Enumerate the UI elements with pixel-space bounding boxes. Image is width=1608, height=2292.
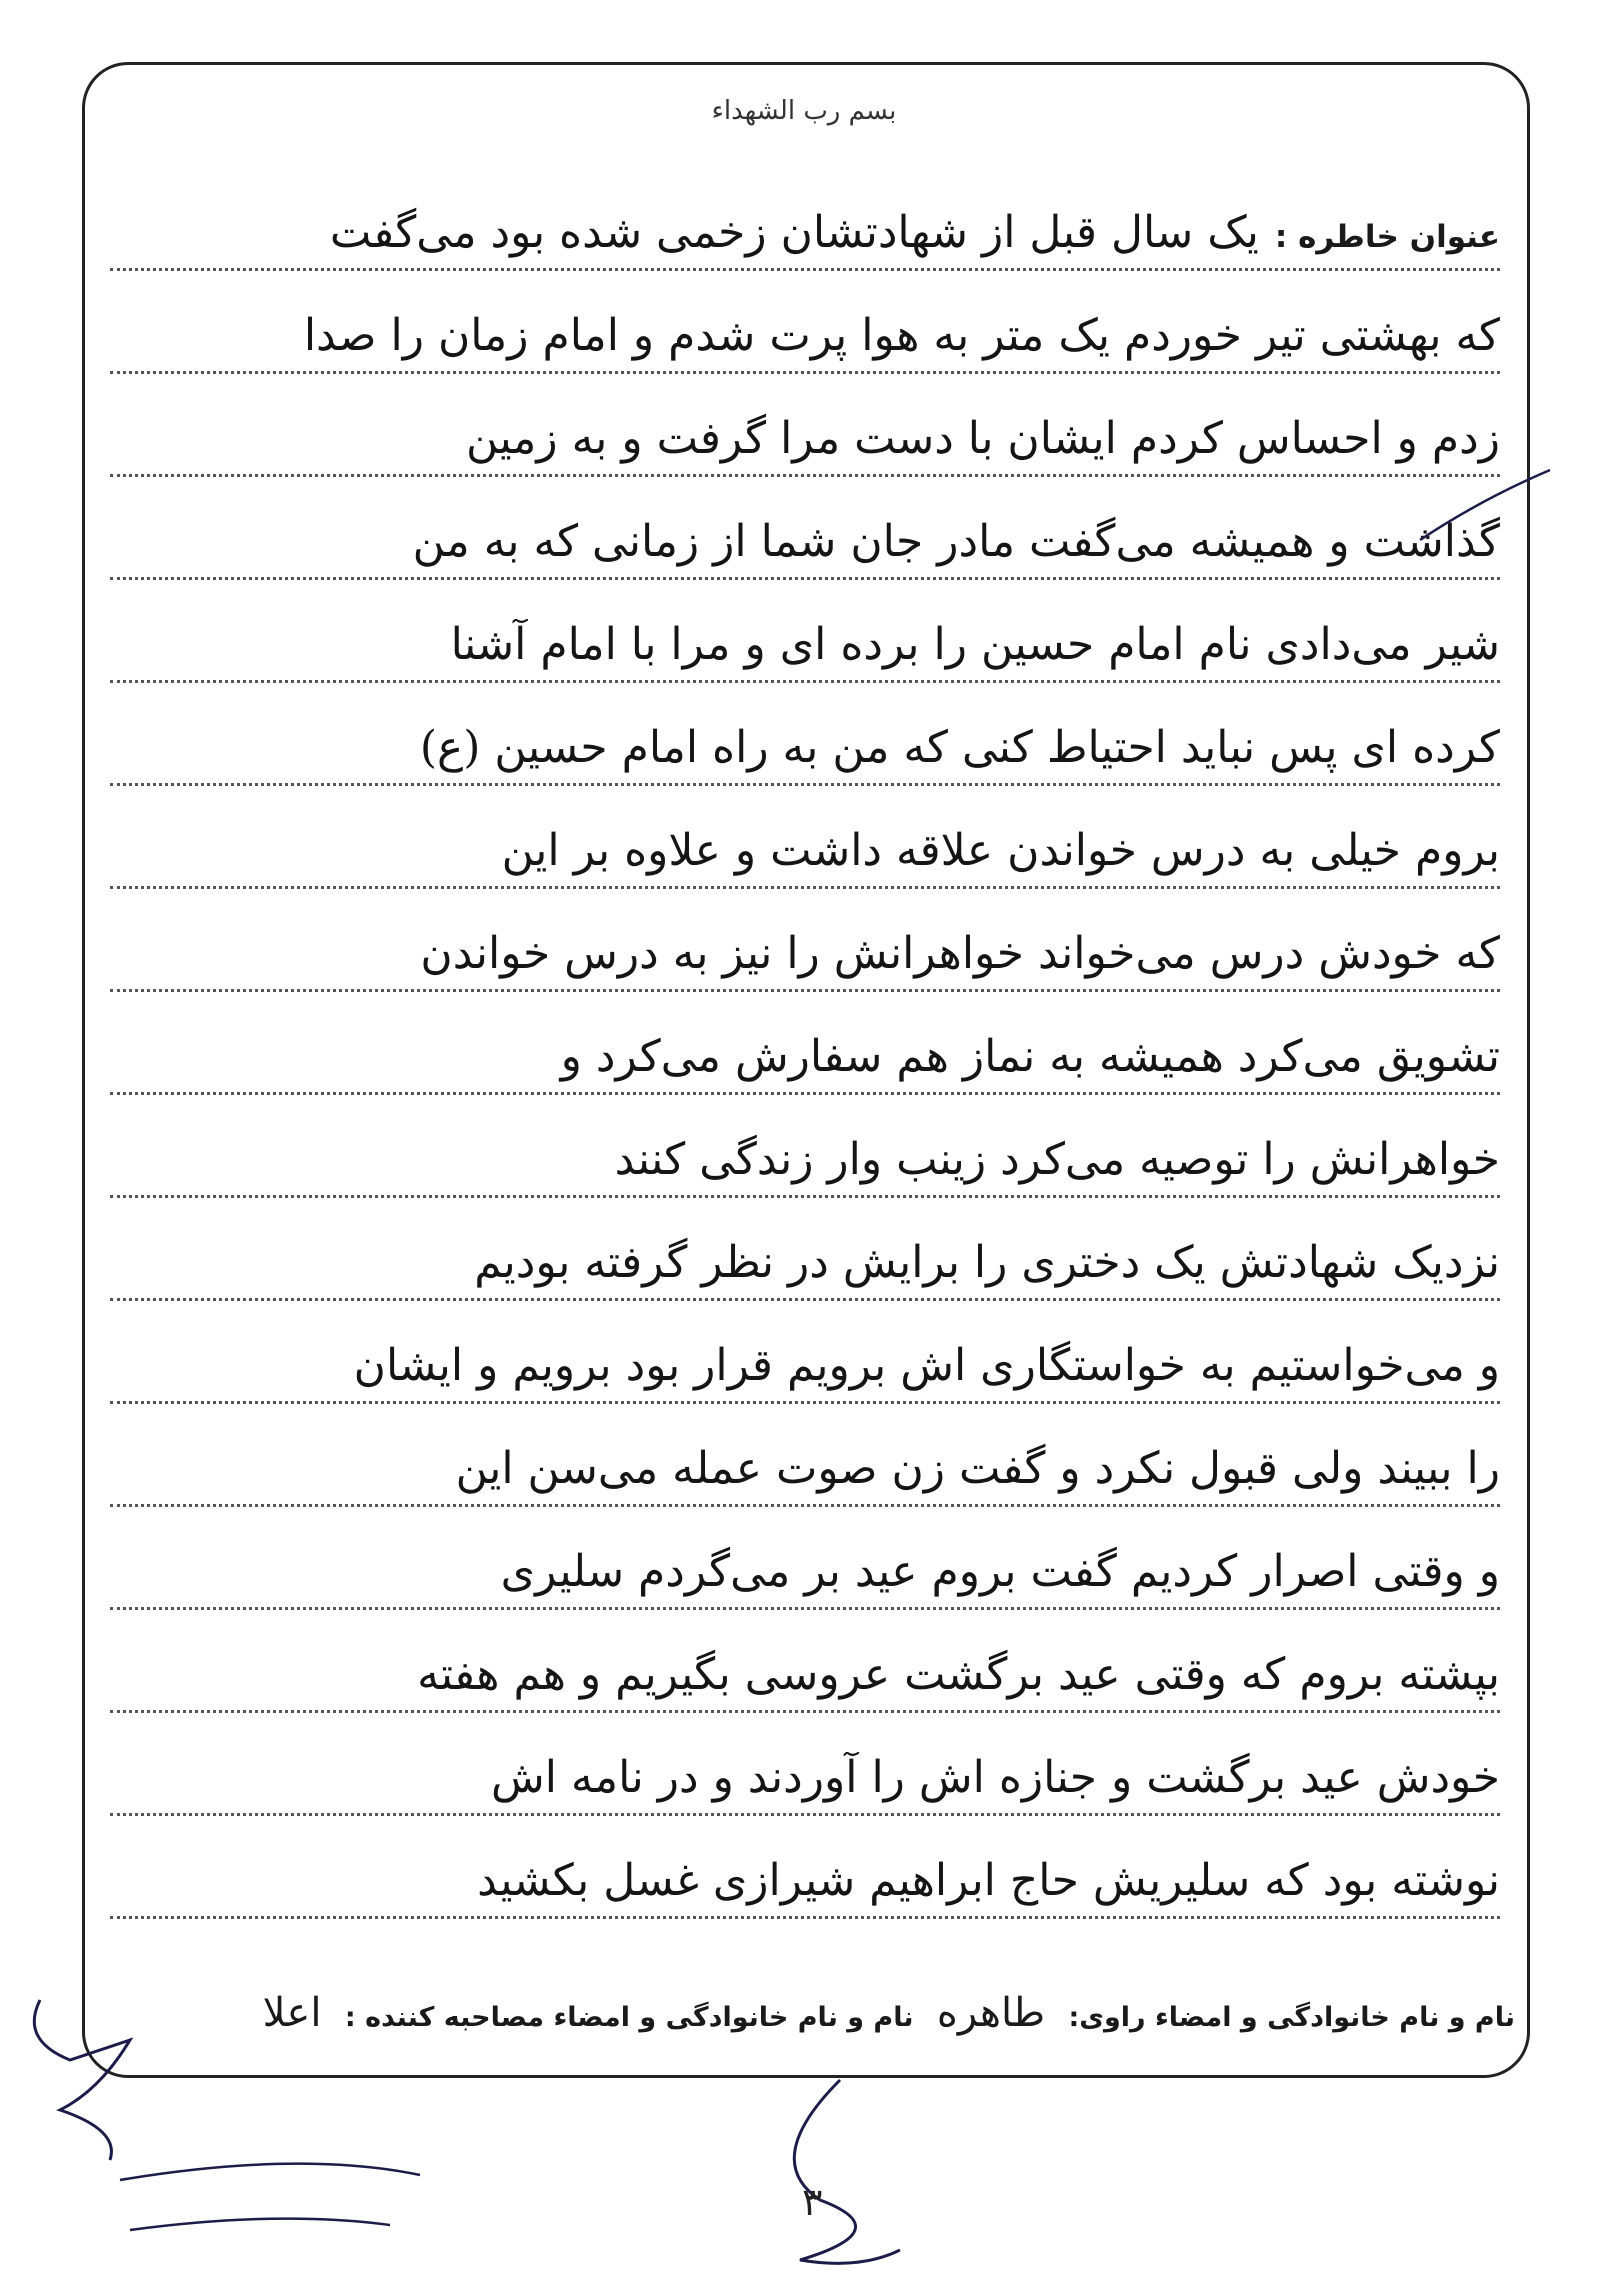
memoir-line-6: [110, 683, 1500, 786]
memoir-line-text: شیر می‌دادی نام امام حسین را برده ای و مرا با امام آشنا: [450, 619, 1500, 670]
memoir-line-8: [110, 889, 1500, 992]
memoir-line-12: [110, 1301, 1500, 1404]
memoir-line-text: و وقتی اصرار کردیم گفت بروم عید بر می‌گردم سلیری: [500, 1546, 1500, 1597]
memoir-line-text: بروم خیلی به درس خواندن علاقه داشت و علاوه بر این: [501, 825, 1500, 876]
memoir-line-text: تشویق می‌کرد همیشه به نماز هم سفارش می‌کرد و: [560, 1031, 1500, 1082]
memoir-line-text: که بهشتی تیر خوردم یک متر به هوا پرت شدم و امام زمان را صدا: [303, 310, 1500, 361]
memoir-line-text: زدم و احساس کردم ایشان با دست مرا گرفت و به زمین: [466, 413, 1500, 464]
memoir-line-1: [110, 168, 1500, 271]
memoir-line-2: [110, 271, 1500, 374]
memoir-line-15: [110, 1610, 1500, 1713]
memoir-line-text: خواهرانش را توصیه می‌کرد زینب وار زندگی کنند: [614, 1134, 1500, 1185]
memoir-line-10: [110, 1095, 1500, 1198]
narrator-signature: طاهره: [936, 1990, 1046, 2036]
narrator-label: نام و نام خانوادگی و امضاء راوی:: [1068, 2002, 1515, 2033]
memoir-line-text: نوشته بود که سلیریش حاج ابراهیم شیرازی غسل بکشید: [477, 1855, 1500, 1906]
memoir-line-14: [110, 1507, 1500, 1610]
memoir-line-4: [110, 477, 1500, 580]
memoir-line-7: [110, 786, 1500, 889]
signature-flourish-bottom: [120, 2164, 420, 2230]
memoir-line-text: که خودش درس می‌خواند خواهرانش را نیز به درس خواندن: [420, 928, 1500, 979]
memoir-title-label: عنوان خاطره :: [1274, 219, 1500, 255]
signature-row: [110, 1990, 1515, 2036]
memoir-line-17: [110, 1816, 1500, 1919]
memoir-line-13: [110, 1404, 1500, 1507]
memoir-line-text: و می‌خواستیم به خواستگاری اش برویم قرار بود برویم و ایشان: [353, 1340, 1500, 1391]
memoir-line-5: [110, 580, 1500, 683]
interviewer-signature: اعلا: [262, 1990, 322, 2036]
memoir-line-text: نزدیک شهادتش یک دختری را برایش در نظر گرفته بودیم: [474, 1237, 1500, 1288]
memoir-line-text: خودش عید برگشت و جنازه اش را آوردند و در نامه اش: [491, 1752, 1500, 1803]
interviewer-label: نام و نام خانوادگی و امضاء مصاحبه کننده :: [344, 2002, 914, 2033]
memoir-line-11: [110, 1198, 1500, 1301]
memoir-line-text: کرده ای پس نباید احتیاط کنی که من به راه امام حسین (ع): [419, 722, 1500, 773]
memoir-line-text: گذاشت و همیشه می‌گفت مادر جان شما از زمانی که به من: [412, 516, 1500, 567]
memoir-line-9: [110, 992, 1500, 1095]
memoir-line-text: بپشته بروم که وقتی عید برگشت عروسی بگیریم و هم هفته: [417, 1649, 1500, 1700]
memoir-line-text: یک سال قبل از شهادتشان زخمی شده بود می‌گفت: [329, 207, 1259, 258]
memoir-line-16: [110, 1713, 1500, 1816]
memoir-lines: [110, 168, 1500, 1919]
page-number: ۳: [802, 2180, 823, 2224]
page-header: بسم رب الشهداء: [711, 96, 897, 126]
memoir-line-text: را ببیند ولی قبول نکرد و گفت زن صوت عمله می‌سن این: [455, 1443, 1500, 1494]
signature-flourish-center: [794, 2080, 900, 2263]
memoir-line-3: [110, 374, 1500, 477]
